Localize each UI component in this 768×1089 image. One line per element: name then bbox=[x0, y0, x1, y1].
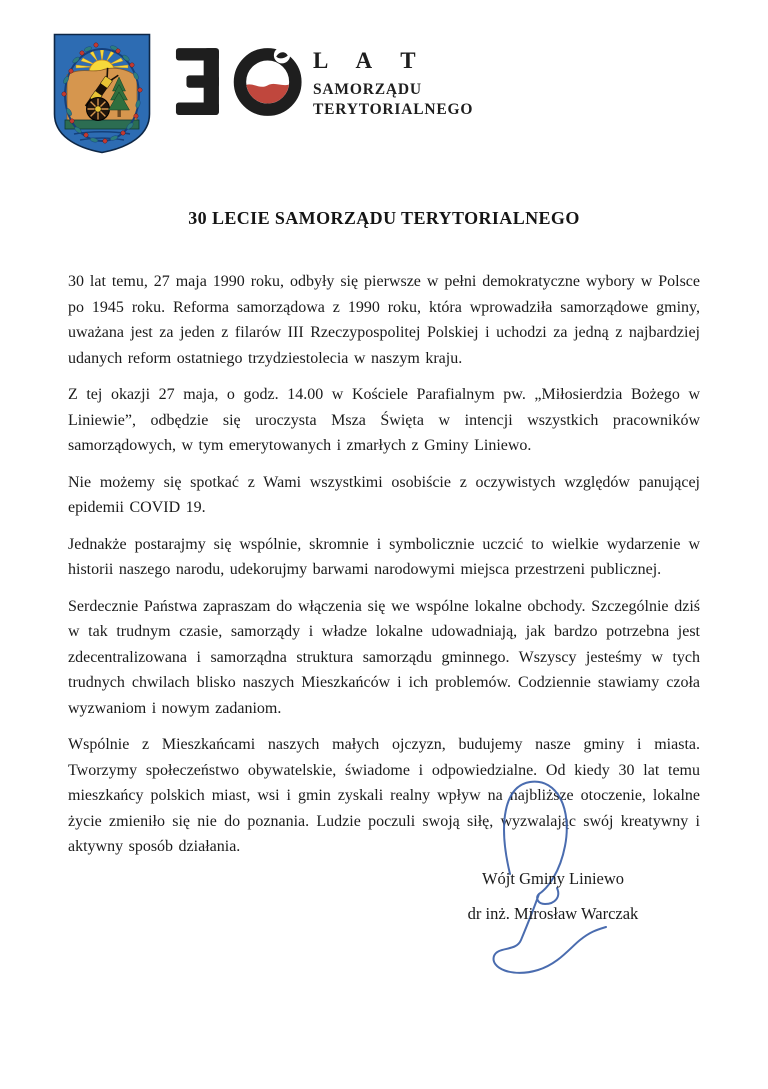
paragraph-covid: Nie możemy się spotkać z Wami wszystkimi osobiście z oczywistych względów panującej epidemii COVID 19. bbox=[68, 473, 700, 516]
document-title: 30 LECIE SAMORZĄDU TERYTORIALNEGO bbox=[188, 208, 580, 228]
signature-name: dr inż. Mirosław Warczak bbox=[467, 904, 639, 923]
signature-block bbox=[408, 869, 698, 924]
paragraph-closing: Wspólnie z Mieszkańcami naszych małych ojczyzn, budujemy nasze gminy i miasta. Tworzymy społeczeństwo obywatelskie, świadome i odpowiedzialne. Od kiedy 30 lat temu mieszkańcy polskich miast, wsi i gmin zyskali realny wpływ na najbliższe otoczenie, lokalne życie zmieniło się nie do poznania. Ludzie poczuli swoją siłę, wyzwalając swój kreatywny i aktywny sposób działania. bbox=[68, 736, 700, 855]
logo-line-lat: L A T bbox=[313, 48, 428, 73]
paragraph-invitation: Serdecznie Państwa zapraszam do włączenia się we wspólne lokalne obchody. Szczególnie dziś w tak trudnym czasie, samorządy i władze lokalne udowadniają, jak bardzo potrzebna jest zdecentralizowana i samorządna struktura samorządu gminnego. Wszyscy jesteśmy w tych trudnych chwilach blisko naszych Mieszkańców i ich problemów. Codziennie stawiamy czoła wyzwaniom i nowym zadaniom. bbox=[68, 597, 700, 717]
paragraph-intro: 30 lat temu, 27 maja 1990 roku, odbyły się pierwsze w pełni demokratyczne wybory w Polsce po 1945 roku. Reforma samorządowa z 1990 roku, która wprowadziła samorządowe gminy, uważana jest za jeden z filarów III Rzeczypospolitej Polskiej i uchodzi za jedną z najbardziej udanych reform ostatniego trzydziestolecia w naszym kraju. bbox=[68, 273, 700, 367]
signature-role: Wójt Gminy Liniewo bbox=[481, 869, 625, 888]
letter-body bbox=[0, 269, 768, 860]
letterhead bbox=[0, 0, 768, 172]
coat-of-arms-liniewo-icon bbox=[52, 32, 152, 155]
logo-line-samorzadu: SAMORZĄDU bbox=[313, 81, 422, 98]
logo-line-terytorialnego: TERYTORIALNEGO bbox=[313, 100, 474, 118]
paragraph-mass-announcement: Z tej okazji 27 maja, o godz. 14.00 w Kościele Parafialnym pw. „Miłosierdzia Bożego w Liniewie”, odbędzie się uroczysta Msza Święta w intencji wszystkich pracowników samorządowych, w tym emerytowanych i zmarłych z Gminy Liniewo. bbox=[68, 386, 700, 454]
logo-30-icon bbox=[175, 47, 303, 117]
paragraph-celebration-call: Jednakże postarajmy się wspólnie, skromnie i symbolicznie uczcić to wielkie wydarzenie w historii naszego narodu, udekorujmy barwami narodowymi miejsca przestrzeni publicznej. bbox=[68, 535, 700, 578]
logo-wordmark bbox=[313, 49, 523, 120]
